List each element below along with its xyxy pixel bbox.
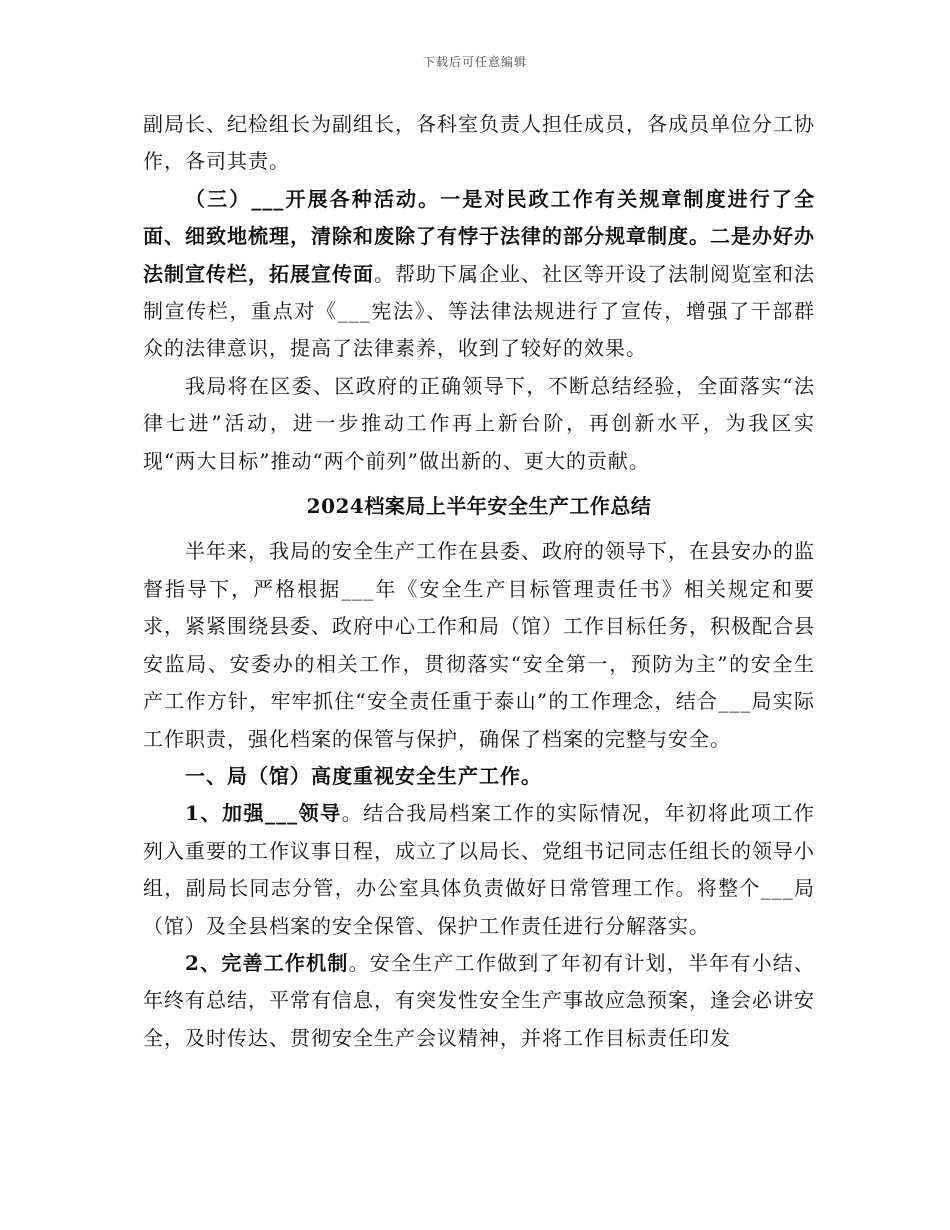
section-heading-1: 一、局（馆）高度重视安全生产工作。	[185, 763, 542, 788]
section-title: 2024档案局上半年安全生产工作总结	[306, 494, 652, 519]
paragraph-intro: 半年来，我局的安全生产工作在县委、政府的领导下，在县安办的监督指导下，严格根据___年《安全生产目标管理责任书》相关规定和要求，紧紧围绕县委、政府中心工作和局（馆）工作目标任务，积极配合县安监局、安委办的相关工作，贯彻落实“安全第一，预防为主”的安全生产工作方针，牢牢抓住“安全责任重于泰山”的工作理念，结合___局实际工作职责，强化档案的保管与保护，确保了档案的完整与安全。	[143, 539, 815, 751]
leadership-bold-lead: 1、加强___领导	[185, 801, 342, 826]
mechanism-bold-lead: 2、完善工作机制	[185, 950, 349, 975]
paragraph-conclusion: 我局将在区委、区政府的正确领导下，不断总结经验，全面落实“法律七进”活动，进一步推动工作再上新台阶，再创新水平，为我区实现“两大目标”推动“两个前列”做出新的、更大的贡献。	[143, 373, 815, 473]
leadership-text: 。结合我局档案工作的实际情况，年初将此项工作列入重要的工作议事日程，成立了以局长、党组书记同志任组长的领导小组，副局长同志分管，办公室具体负责做好日常管理工作。将整个___局（馆）及全县档案的安全保管、保护工作责任进行分解落实。	[143, 801, 815, 938]
paragraph-activities	[143, 181, 815, 368]
document-body	[143, 106, 815, 1057]
paragraph-continuation: 副局长、纪检组长为副组长，各科室负责人担任成员，各成员单位分工协作，各司其责。	[143, 112, 815, 174]
mechanism-text: 。安全生产工作做到了年初有计划，半年有小结、年终有总结，平常有信息，有突发性安全生产事故应急预案，逢会必讲安全，及时传达、贯彻安全生产会议精神，并将工作目标责任印发	[143, 950, 815, 1050]
paragraph-leadership	[143, 795, 815, 945]
paragraph-mechanism	[143, 945, 815, 1057]
activities-text: 。帮助下属企业、社区等开设了法制阅览室和法制宣传栏，重点对《___宪法》、等法律法规进行了宣传，增强了干部群众的法律意识，提高了法律素养，收到了较好的效果。	[143, 261, 815, 361]
page-header: 下载后可任意编辑	[422, 55, 527, 69]
activities-bold-lead: （三）___开展各种活动。一是对民政工作有关规章制度进行了全面、细致地梳理，清除和废除了有悖于法律的部分规章制度。二是办好办法制宣传栏，拓展宣传面	[143, 186, 815, 286]
